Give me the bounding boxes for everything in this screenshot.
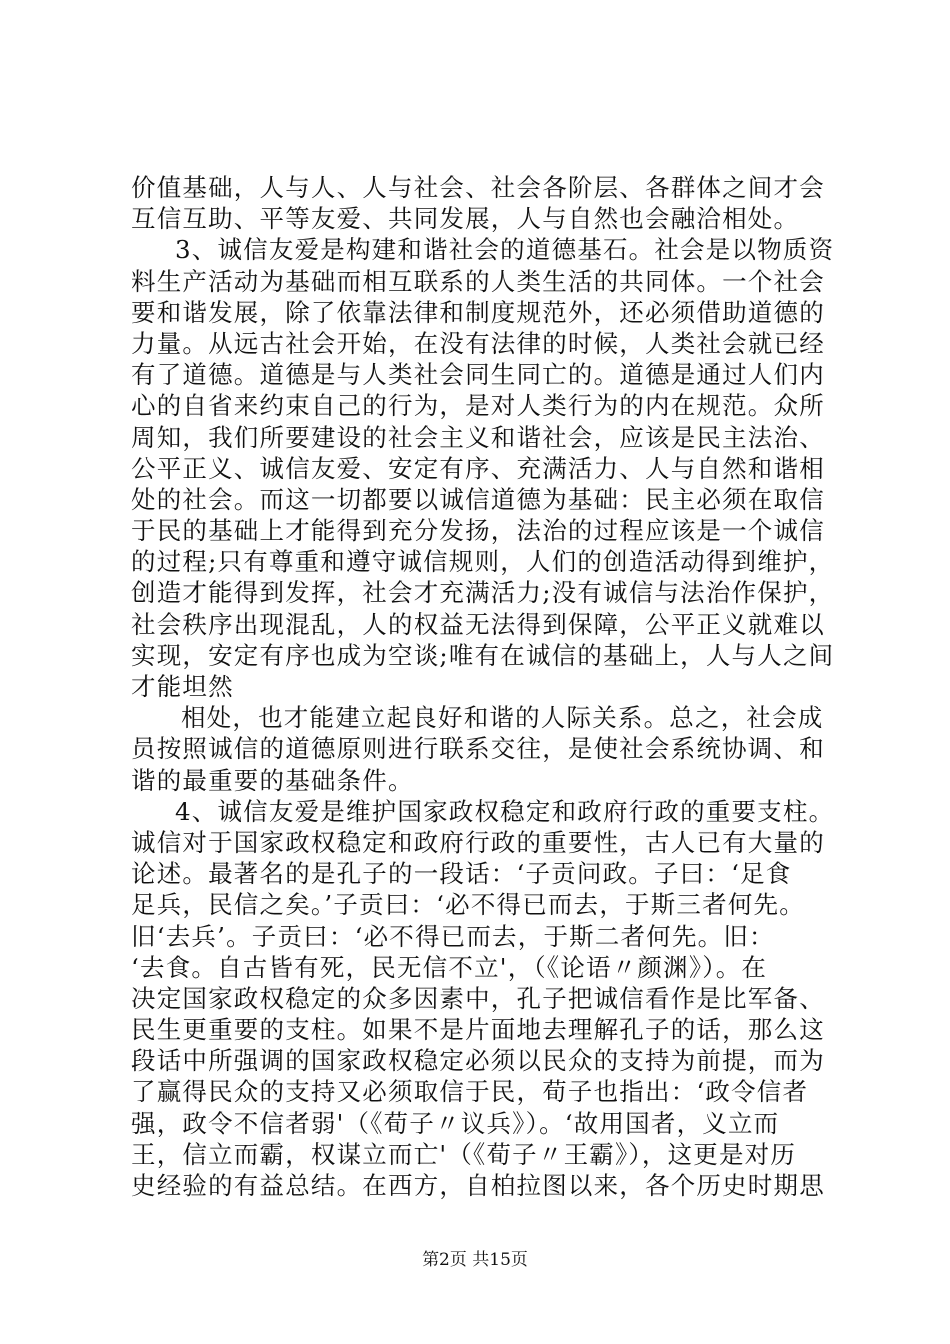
text-line: 周知，我们所要建设的社会主义和谐社会，应该是民主法治、 xyxy=(131,422,825,452)
text-line: 力量。从远古社会开始，在没有法律的时候，人类社会就已经 xyxy=(131,328,825,358)
text-line: 价值基础，人与人、人与社会、社会各阶层、各群体之间才会 xyxy=(131,173,825,202)
text-line: 史经验的有益总结。在西方，自柏拉图以来，各个历史时期思 xyxy=(131,1171,825,1200)
text-line: 创造才能得到发挥，社会才充满活力;没有诚信与法治作保护， xyxy=(131,578,835,608)
text-line: 心的自省来约束自己的行为，是对人类行为的内在规范。众所 xyxy=(131,391,825,421)
text-line: 要和谐发展，除了依靠法律和制度规范外，还必须借助道德的 xyxy=(131,297,825,327)
text-line: 足兵，民信之矣。’子贡曰：‘必不得已而去，于斯三者何先。 xyxy=(131,890,805,920)
text-line: ‘去食。自古皆有死，民无信不立'，（《论语〃颜渊》）。在 xyxy=(131,952,768,982)
text-line: 旧‘去兵’。子贡曰：‘必不得已而去，于斯二者何先。旧： xyxy=(131,921,775,951)
text-line: 料生产活动为基础而相互联系的人类生活的共同体。一个社会 xyxy=(131,266,825,296)
text-line: 于民的基础上才能得到充分发扬，法治的过程应该是一个诚信 xyxy=(131,516,825,546)
text-line: 才能坦然 xyxy=(131,672,234,701)
text-line: 决定国家政权稳定的众多因素中，孔子把诚信看作是比军备、 xyxy=(131,983,825,1013)
text-line: 有了道德。道德是与人类社会同生同亡的。道德是通过人们内 xyxy=(131,360,825,390)
text-line: 王，信立而霸，权谋立而亡'（《荀子〃王霸》），这更是对历 xyxy=(131,1139,797,1169)
text-line: 民生更重要的支柱。如果不是片面地去理解孔子的话，那么这 xyxy=(131,1015,825,1045)
text-line: 强，政令不信者弱'（《荀子〃议兵》）。‘故用国者，义立而 xyxy=(131,1108,780,1138)
text-line: 谐的最重要的基础条件。 xyxy=(131,765,414,795)
text-line: 互信互助、平等友爱、共同发展，人与自然也会融洽相处。 xyxy=(131,204,800,234)
text-line: 诚信对于国家政权稳定和政府行政的重要性，古人已有大量的 xyxy=(131,827,825,857)
page-number-label: 第2页 共15页 xyxy=(422,1250,528,1270)
text-line: 的过程;只有尊重和遵守诚信规则，人们的创造活动得到维护， xyxy=(131,547,835,577)
text-line: 员按照诚信的道德原则进行联系交往，是使社会系统协调、和 xyxy=(131,734,825,764)
body-text xyxy=(131,172,841,1201)
text-line: 公平正义、诚信友爱、安定有序、充满活力、人与自然和谐相 xyxy=(131,453,825,483)
text-line: 段话中所强调的国家政权稳定必须以民众的支持为前提，而为 xyxy=(131,1046,825,1076)
text-line: 论述。最著名的是孔子的一段话：‘子贡问政。子曰：‘足食 xyxy=(131,859,792,889)
text-line: 了赢得民众的支持又必须取信于民，荀子也指出：‘政令信者 xyxy=(131,1077,809,1107)
page-footer xyxy=(0,1245,950,1270)
text-line: 4、诚信友爱是维护国家政权稳定和政府行政的重要支柱。 xyxy=(175,796,835,826)
text-line: 实现，安定有序也成为空谈;唯有在诚信的基础上，人与人之间 xyxy=(131,640,835,670)
text-line: 处的社会。而这一切都要以诚信道德为基础：民主必须在取信 xyxy=(131,484,825,514)
text-line: 社会秩序出现混乱，人的权益无法得到保障，公平正义就难以 xyxy=(131,609,825,639)
text-line: 相处，也才能建立起良好和谐的人际关系。总之，社会成 xyxy=(181,703,824,733)
text-line: 3、诚信友爱是构建和谐社会的道德基石。社会是以物质资 xyxy=(175,235,835,265)
